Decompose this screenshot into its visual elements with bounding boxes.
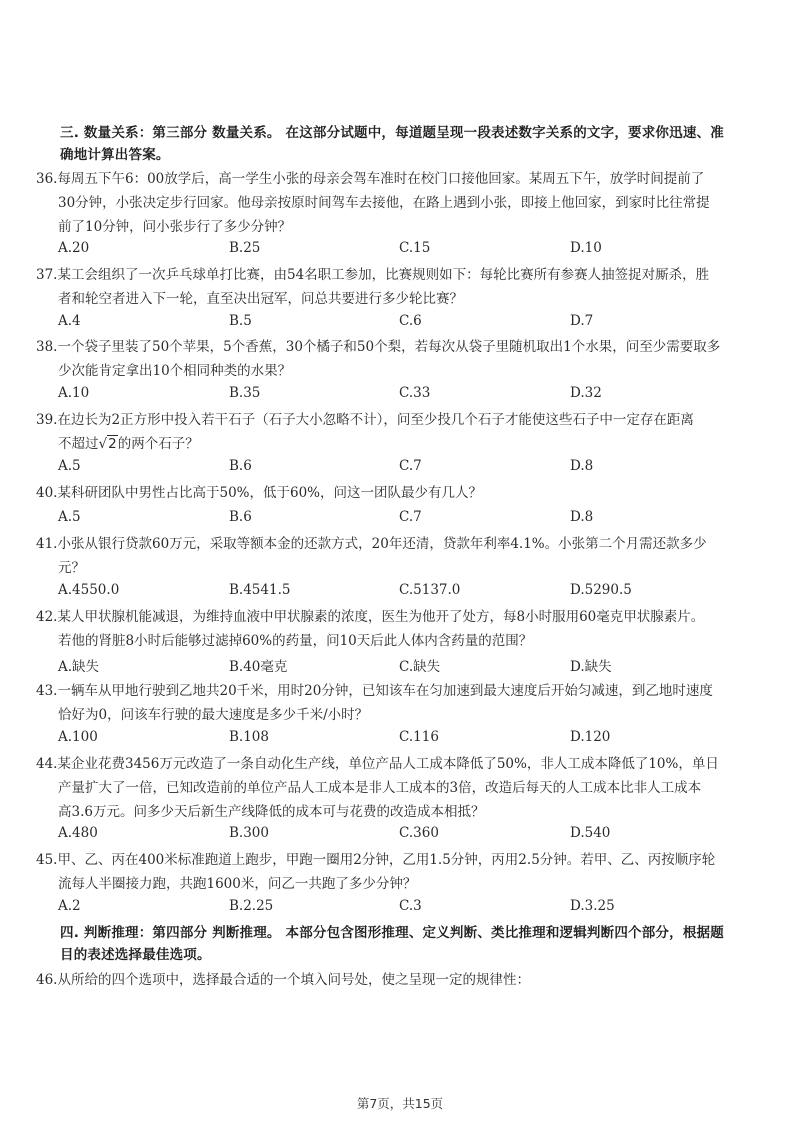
- option-c: C.3: [399, 898, 422, 914]
- option-c: C.缺失: [399, 659, 441, 675]
- options-43: [58, 729, 758, 751]
- section-4-heading: [60, 922, 750, 966]
- question-45: [36, 848, 752, 896]
- option-b: B.25: [229, 240, 261, 256]
- question-text-line: 某人甲状腺机能减退，为维持血液中甲状腺素的浓度，医生为他开了处方，每8小时服用60毫克甲状腺素片。: [57, 609, 705, 625]
- question-37: [36, 263, 752, 311]
- sqrt-expression: √2: [98, 436, 117, 452]
- question-number: 39.: [36, 412, 58, 428]
- option-c: C.5137.0: [399, 582, 461, 598]
- option-a: A.2: [58, 898, 81, 914]
- question-text-line: 若他的肾脏8小时后能够过滤掉60%的药量，问10天后此人体内含药量的范围？: [58, 633, 533, 649]
- question-text-line: 高3.6万元。问多少天后新生产线降低的成本可与花费的改造成本相抵？: [58, 804, 485, 820]
- page-footer: 第7页，共15页: [356, 1096, 444, 1111]
- option-d: D.7: [570, 313, 594, 329]
- option-d: D.540: [570, 825, 611, 841]
- question-text-line: 恰好为0，问该车行驶的最大速度是多少千米/小时？: [58, 707, 369, 723]
- option-c: C.33: [399, 385, 431, 401]
- option-b: B.4541.5: [229, 582, 291, 598]
- option-b: B.40毫克: [229, 659, 288, 675]
- question-text-line: 元？: [58, 560, 85, 576]
- question-42: [36, 605, 752, 653]
- question-number: 37.: [36, 267, 58, 283]
- options-42: [58, 655, 758, 677]
- question-text-line: 30分钟，小张决定步行回家。他母亲按原时间驾车去接他，在路上遇到小张，即接上他回家，到家时比往常提: [58, 195, 710, 211]
- question-number: 40.: [36, 485, 58, 501]
- question-text-line: [36, 432, 752, 456]
- question-46: [36, 968, 752, 992]
- option-a: A.5: [58, 509, 81, 525]
- section-3-heading-line2: 确地计算出答案。: [60, 147, 170, 163]
- question-text-line: 产量扩大了一倍，已知改造前的单位产品人工成本是非人工成本的3倍，改造后每天的人工成本比非人工成本: [58, 780, 702, 796]
- option-c: C.15: [399, 240, 431, 256]
- section-3-heading: [60, 122, 750, 166]
- question-41: [36, 532, 752, 580]
- question-39: [36, 408, 752, 456]
- option-d: D.120: [570, 729, 611, 745]
- options-39: [58, 458, 758, 480]
- question-number: 42.: [36, 609, 58, 625]
- question-text-line: 在边长为2正方形中投入若干石子（石子大小忽略不计），问至少投几个石子才能使这些石子中一定存在距离: [57, 412, 694, 428]
- question-text-line: 每周五下午6：00放学后，高一学生小张的母亲会驾车准时在校门口接他回家。某周五下午，放学时间提前了: [57, 171, 705, 187]
- question-text-line: 某科研团队中男性占比高于50%，低于60%，问这一团队最少有几人？: [57, 485, 482, 501]
- option-a: A.缺失: [58, 659, 100, 675]
- question-number: 44.: [36, 756, 58, 772]
- option-b: B.6: [229, 458, 252, 474]
- option-b: B.6: [229, 509, 252, 525]
- question-number: 46.: [36, 972, 58, 988]
- options-38: [58, 385, 758, 407]
- option-a: A.480: [58, 825, 98, 841]
- option-c: C.6: [399, 313, 422, 329]
- option-c: C.7: [399, 509, 422, 525]
- question-38: [36, 335, 752, 383]
- question-text-line: 从所给的四个选项中，选择最合适的一个填入问号处，使之呈现一定的规律性：: [57, 972, 530, 988]
- question-36: [36, 167, 752, 239]
- option-a: A.4: [58, 313, 81, 329]
- options-40: [58, 509, 758, 531]
- question-44: [36, 752, 752, 824]
- option-b: B.300: [229, 825, 269, 841]
- question-text-line: 前了10分钟，问小张步行了多少分钟？: [58, 219, 292, 235]
- question-text-line: 小张从银行贷款60万元，采取等额本金的还款方式，20年还清，贷款年利率4.1%。小张第二个月需还款多少: [57, 536, 707, 552]
- section-4-heading-line2: 目的表述选择最佳选项。: [60, 947, 211, 963]
- options-41: [58, 582, 758, 604]
- question-text-line: 流每人半圈接力跑，共跑1600米，问乙一共跑了多少分钟？: [58, 876, 417, 892]
- question-number: 43.: [36, 683, 58, 699]
- question-text-line: 一辆车从甲地行驶到乙地共20千米，用时20分钟，已知该车在匀加速到最大速度后开始匀减速，到乙地时速度: [57, 683, 713, 699]
- question-43: [36, 679, 752, 727]
- options-36: [58, 240, 758, 262]
- question-text-line: 少次能肯定拿出10个相同种类的水果？: [58, 363, 292, 379]
- options-37: [58, 313, 758, 335]
- option-d: D.10: [570, 240, 602, 256]
- option-a: A.20: [58, 240, 90, 256]
- question-text-line: 甲、乙、丙在400米标准跑道上跑步，甲跑一圈用2分钟，乙用1.5分钟，丙用2.5分钟。若甲、乙、丙按顺序轮: [57, 852, 716, 868]
- question-text-line: 一个袋子里装了50个苹果，5个香蕉，30个橘子和50个梨，若每次从袋子里随机取出1个水果，问至少需要取多: [57, 339, 721, 355]
- question-text-line: 某企业花费3456万元改造了一条自动化生产线，单位产品人工成本降低了50%，非人工成本降低了10%，单日: [57, 756, 719, 772]
- option-d: D.缺失: [570, 659, 612, 675]
- option-c: C.7: [399, 458, 422, 474]
- option-b: B.2.25: [229, 898, 274, 914]
- option-a: A.5: [58, 458, 81, 474]
- option-b: B.108: [229, 729, 269, 745]
- options-45: [58, 898, 758, 920]
- text-fragment: 不超过: [58, 436, 99, 452]
- question-number: 38.: [36, 339, 58, 355]
- option-d: D.8: [570, 458, 594, 474]
- option-d: D.32: [570, 385, 602, 401]
- question-text-line: 某工会组织了一次乒乓球单打比赛，由54名职工参加，比赛规则如下：每轮比赛所有参赛人抽签捉对厮杀，胜: [57, 267, 710, 283]
- question-number: 45.: [36, 852, 58, 868]
- section-4-heading-line1: 四. 判断推理：第四部分 判断推理。 本部分包含图形推理、定义判断、类比推理和逻辑判断四个部分，根据题: [60, 925, 724, 941]
- question-40: [36, 481, 752, 505]
- option-d: D.8: [570, 509, 594, 525]
- text-fragment: 的两个石子？: [117, 436, 199, 452]
- question-text-line: 者和轮空者进入下一轮，直至决出冠军，问总共要进行多少轮比赛？: [58, 291, 463, 307]
- section-3-heading-line1: 三. 数量关系：第三部分 数量关系。 在这部分试题中，每道题呈现一段表述数字关系的文字，要求你迅速、准: [60, 125, 724, 141]
- question-number: 36.: [36, 171, 58, 187]
- option-b: B.35: [229, 385, 261, 401]
- options-44: [58, 825, 758, 847]
- option-c: C.360: [399, 825, 439, 841]
- option-a: A.100: [58, 729, 98, 745]
- option-c: C.116: [399, 729, 439, 745]
- option-b: B.5: [229, 313, 252, 329]
- option-d: D.5290.5: [570, 582, 632, 598]
- option-a: A.10: [58, 385, 90, 401]
- radicand: 2: [108, 436, 117, 452]
- question-number: 41.: [36, 536, 58, 552]
- option-d: D.3.25: [570, 898, 615, 914]
- option-a: A.4550.0: [58, 582, 120, 598]
